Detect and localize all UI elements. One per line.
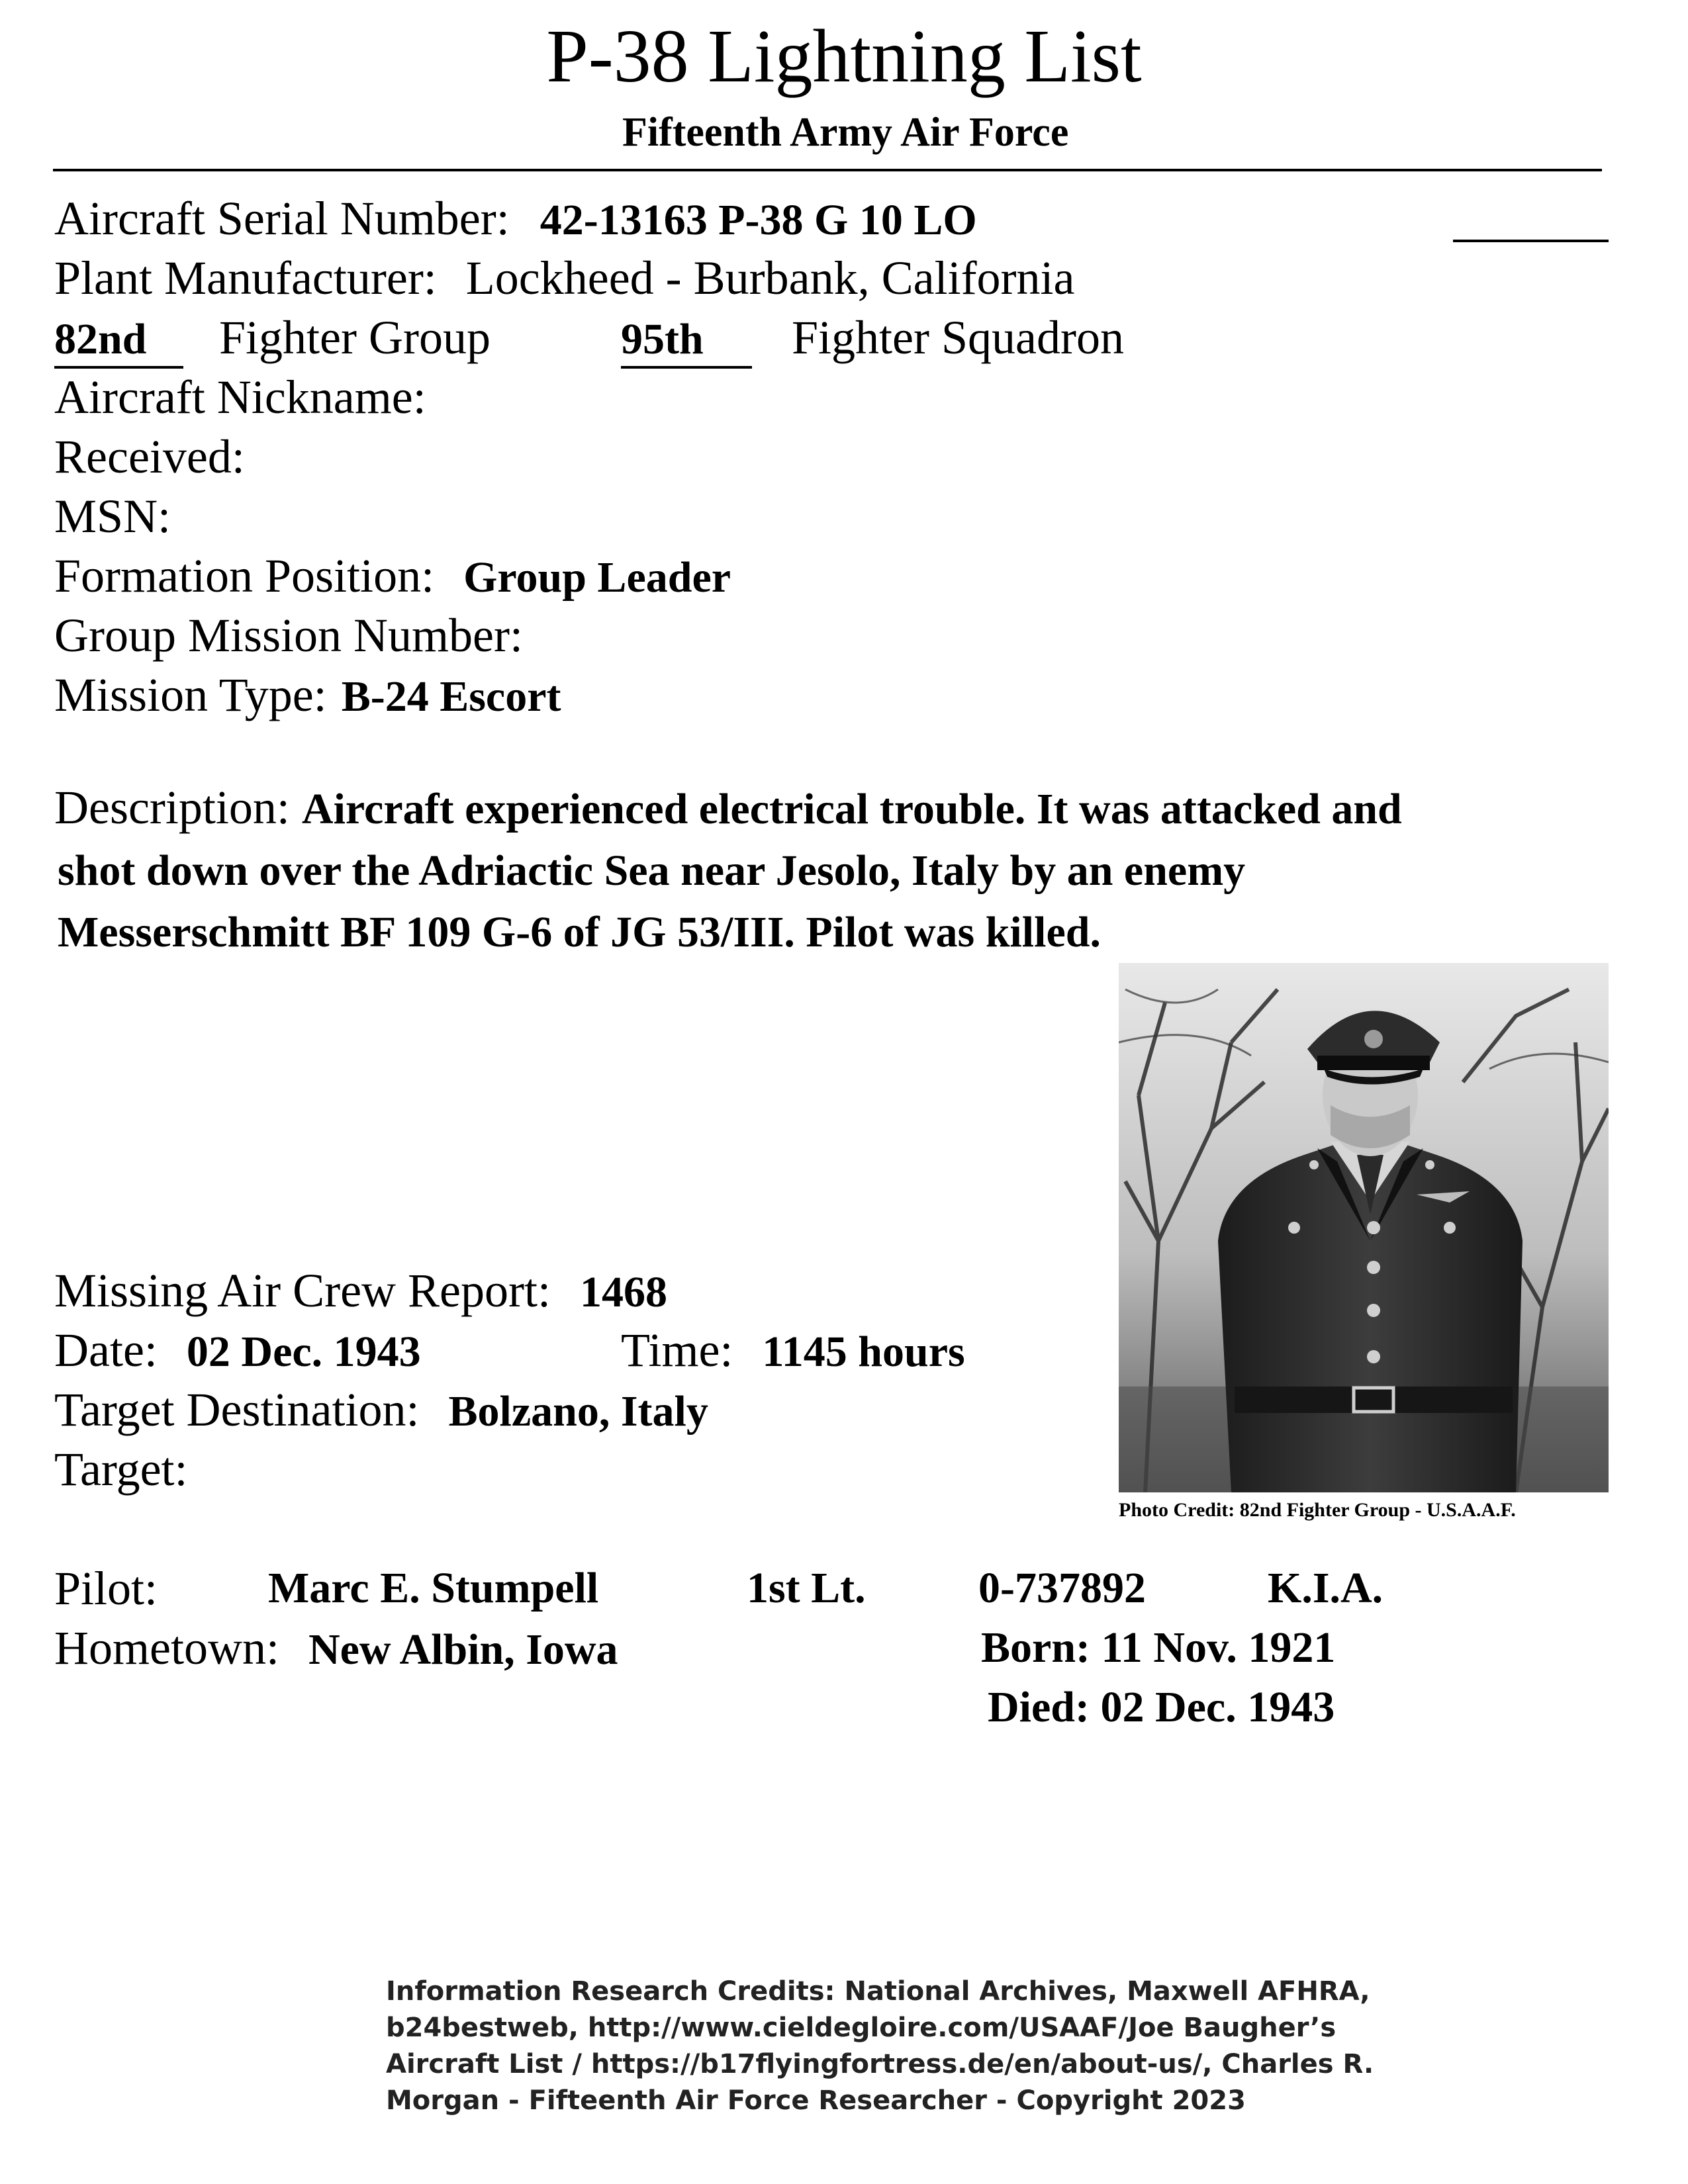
mission-type-row <box>54 665 561 727</box>
pilot-died: Died: 02 Dec. 1943 <box>988 1683 1335 1731</box>
hometown-value: New Albin, Iowa <box>308 1625 618 1674</box>
description-line-2 <box>54 839 1597 901</box>
squadron-value: 95th <box>621 316 752 369</box>
description-line-3 <box>54 901 1597 962</box>
description-text-2: shot down over the Adriactic Sea near Jesolo, Italy by an enemy <box>58 846 1246 895</box>
pilot-born: Born: 11 Nov. 1921 <box>981 1623 1336 1672</box>
formation-value: Group Leader <box>463 553 731 602</box>
research-credits-line-1: Information Research Credits: National Archives, Maxwell AFHRA, <box>386 1976 1370 2007</box>
mission-type-value: B-24 Escort <box>341 672 561 721</box>
target-destination-row <box>54 1380 708 1441</box>
serial-blank-line <box>1453 240 1609 242</box>
macr-label: Missing Air Crew Report: <box>54 1264 551 1317</box>
description-label: Description: <box>54 781 290 834</box>
macr-value: 1468 <box>580 1268 667 1316</box>
photo-credit: Photo Credit: 82nd Fighter Group - U.S.A.A.F. <box>1119 1499 1516 1521</box>
serial-label: Aircraft Serial Number: <box>54 192 510 245</box>
time-row <box>621 1320 965 1382</box>
pilot-rank: 1st Lt. <box>747 1564 866 1612</box>
hometown-row <box>54 1618 618 1680</box>
date-value: 02 Dec. 1943 <box>186 1328 421 1376</box>
msn-label: MSN: <box>54 490 171 543</box>
hometown-label: Hometown: <box>54 1621 279 1674</box>
description-block <box>54 778 1597 962</box>
header-divider <box>53 169 1602 171</box>
pilot-status: K.I.A. <box>1268 1564 1383 1612</box>
page-title: P-38 Lightning List <box>546 14 1142 98</box>
serial-row <box>54 189 977 250</box>
mission-type-label: Mission Type: <box>54 668 327 721</box>
manufacturer-value: Lockheed - Burbank, California <box>465 251 1075 304</box>
pilot-label: Pilot: <box>54 1562 158 1615</box>
target-destination-value: Bolzano, Italy <box>448 1387 708 1435</box>
macr-row <box>54 1261 667 1322</box>
research-credits-line-4: Morgan - Fifteenth Air Force Researcher - Copyright 2023 <box>386 2085 1246 2116</box>
research-credits-line-3: Aircraft List / https://b17flyingfortress.de/en/about-us/, Charles R. <box>386 2049 1374 2079</box>
pilot-name: Marc E. Stumpell <box>268 1564 599 1612</box>
time-label: Time: <box>621 1324 733 1377</box>
research-credits-line-2: b24bestweb, http://www.cieldegloire.com/USAAF/Joe Baugher’s <box>386 2013 1336 2043</box>
target-label: Target: <box>54 1443 188 1496</box>
group-row <box>54 308 491 369</box>
received-label: Received: <box>54 430 245 483</box>
manufacturer-label: Plant Manufacturer: <box>54 251 437 304</box>
date-label: Date: <box>54 1324 158 1377</box>
research-credits <box>386 1974 1379 2119</box>
date-row <box>54 1320 421 1382</box>
description-line-1 <box>54 778 1597 839</box>
manufacturer-row <box>54 248 1074 308</box>
formation-row <box>54 546 731 608</box>
group-mission-label: Group Mission Number: <box>54 609 523 662</box>
page-subtitle: Fifteenth Army Air Force <box>622 110 1069 155</box>
pilot-photo-image <box>1119 963 1609 1492</box>
description-text-3: Messerschmitt BF 109 G-6 of JG 53/III. Pilot was killed. <box>58 908 1101 956</box>
pilot-serial: 0-737892 <box>978 1564 1146 1612</box>
group-value: 82nd <box>54 316 183 369</box>
group-label: Fighter Group <box>219 311 491 364</box>
serial-value: 42-13163 P-38 G 10 LO <box>539 196 977 244</box>
squadron-row <box>621 308 1124 369</box>
time-value: 1145 hours <box>762 1328 965 1376</box>
target-destination-label: Target Destination: <box>54 1383 420 1436</box>
formation-label: Formation Position: <box>54 549 435 602</box>
description-text-1: Aircraft experienced electrical trouble. It was attacked and <box>301 785 1402 833</box>
pilot-photo <box>1119 963 1609 1492</box>
nickname-label: Aircraft Nickname: <box>54 371 426 424</box>
squadron-label: Fighter Squadron <box>792 311 1124 364</box>
